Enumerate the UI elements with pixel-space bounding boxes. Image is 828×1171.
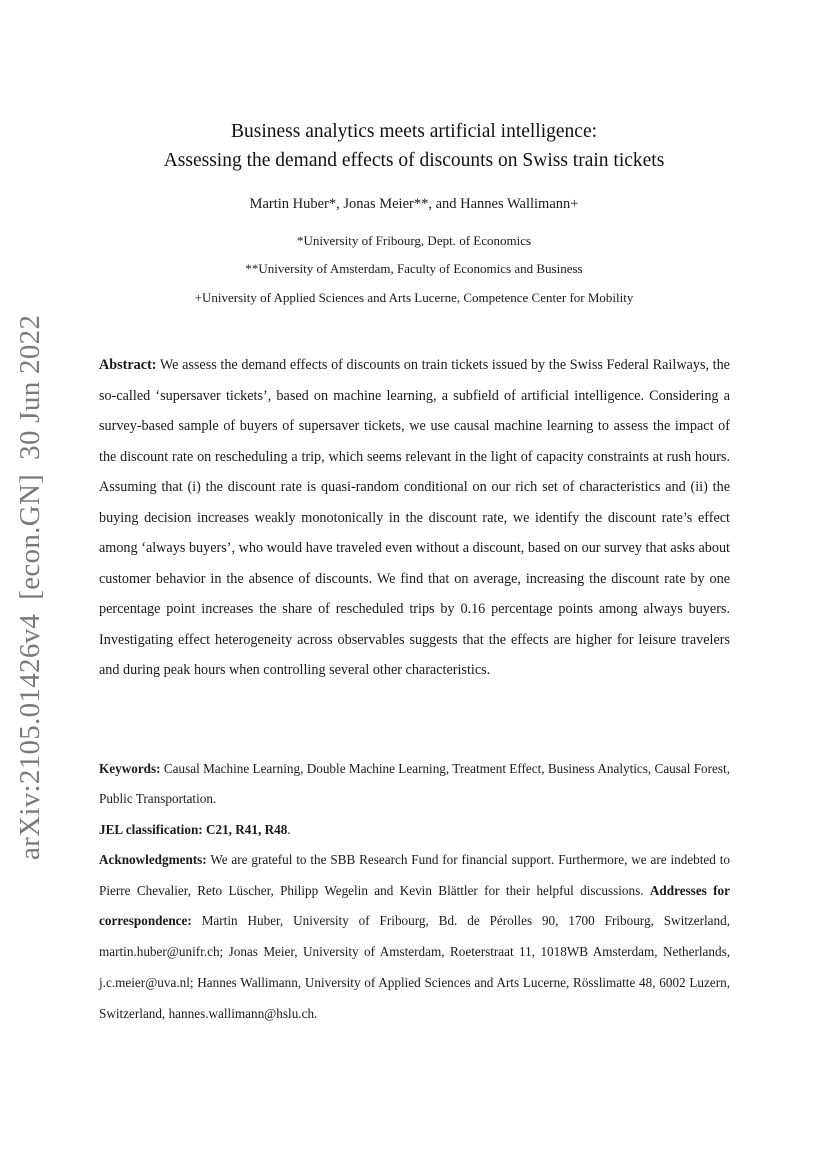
author-list: Martin Huber*, Jonas Meier**, and Hannes Wallimann+ xyxy=(249,196,579,212)
paper-title-line-2: Assessing the demand effects of discounts on Swiss train tickets xyxy=(163,150,665,171)
addresses-label: Addresses for correspondence: xyxy=(99,882,730,929)
arxiv-date: 30 Jun 2022 xyxy=(14,314,46,460)
paper-title-line-1: Business analytics meets artificial intelligence: xyxy=(230,121,598,142)
acknowledgments-section xyxy=(99,845,730,1029)
arxiv-id: arXiv:2105.01426v4 xyxy=(14,613,46,860)
jel-end: . xyxy=(287,822,291,837)
abstract-label: Abstract: xyxy=(99,357,157,373)
abstract-text: We assess the demand effects of discounts on train tickets issued by the Swiss Federal Railways, the so-called ‘supersaver tickets’, based on machine learning, a subfield of artificial intelligence. Considering a survey-based sample of buyers of supersaver tickets, we use causal machine learning to assess the impact of the discount rate on rescheduling a trip, which seems relevant in the light of capacity constraints at rush hours. Assuming that (i) the discount rate is quasi-random conditional on our rich set of characteristics and (ii) the buying decision increases weakly monotonically in the discount rate, we identify the discount rate’s effect among ‘always buyers’, who would have traveled even without a discount, based on our survey that asks about customer behavior in the absence of discounts. We find that on average, increasing the discount rate by one percentage point increases the share of rescheduled trips by 0.16 percentage points among always buyers. Investigating effect heterogeneity across observables suggests that the effects are higher for leisure travelers and during peak hours when controlling several other characteristics. xyxy=(99,357,730,678)
acknowledgments-text: We are grateful to the SBB Research Fund for financial support. Furthermore, we are indebted to Pierre Chevalier, Reto Lüscher, Philipp Wegelin and Kevin Blättler for their helpful discussions. xyxy=(99,852,730,898)
jel-label: JEL classification: xyxy=(99,822,203,837)
keywords-text: Causal Machine Learning, Double Machine Learning, Treatment Effect, Business Analytics, Causal Forest, Public Transportation. xyxy=(99,761,730,806)
acknowledgments-label: Acknowledgments: xyxy=(99,852,207,867)
affiliation-1: *University of Fribourg, Dept. of Economics xyxy=(296,233,532,248)
addresses-text: Martin Huber, University of Fribourg, Bd. de Pérolles 90, 1700 Fribourg, Switzerland, martin.huber@unifr.ch; Jonas Meier, University of Amsterdam, Roeterstraat 11, 1018WB Amsterdam, Netherlands, j.c.meier@uva.nl; Hannes Wallimann, University of Applied Sciences and Arts Lucerne, Rösslimatte 48, 6002 Luzern, Switzerland, hannes.wallimann@hslu.ch. xyxy=(99,913,731,1021)
paper-title xyxy=(0,117,828,175)
keywords-section xyxy=(99,754,730,814)
arxiv-category: [econ.GN] xyxy=(14,473,46,600)
abstract-section xyxy=(99,350,730,686)
jel-section xyxy=(99,815,730,846)
affiliation-2: **University of Amsterdam, Faculty of Economics and Business xyxy=(245,261,583,276)
jel-codes: C21, R41, R48 xyxy=(205,822,288,837)
affiliation-3: +University of Applied Sciences and Arts Lucerne, Competence Center for Mobility xyxy=(194,290,634,305)
keywords-label: Keywords: xyxy=(99,761,161,776)
